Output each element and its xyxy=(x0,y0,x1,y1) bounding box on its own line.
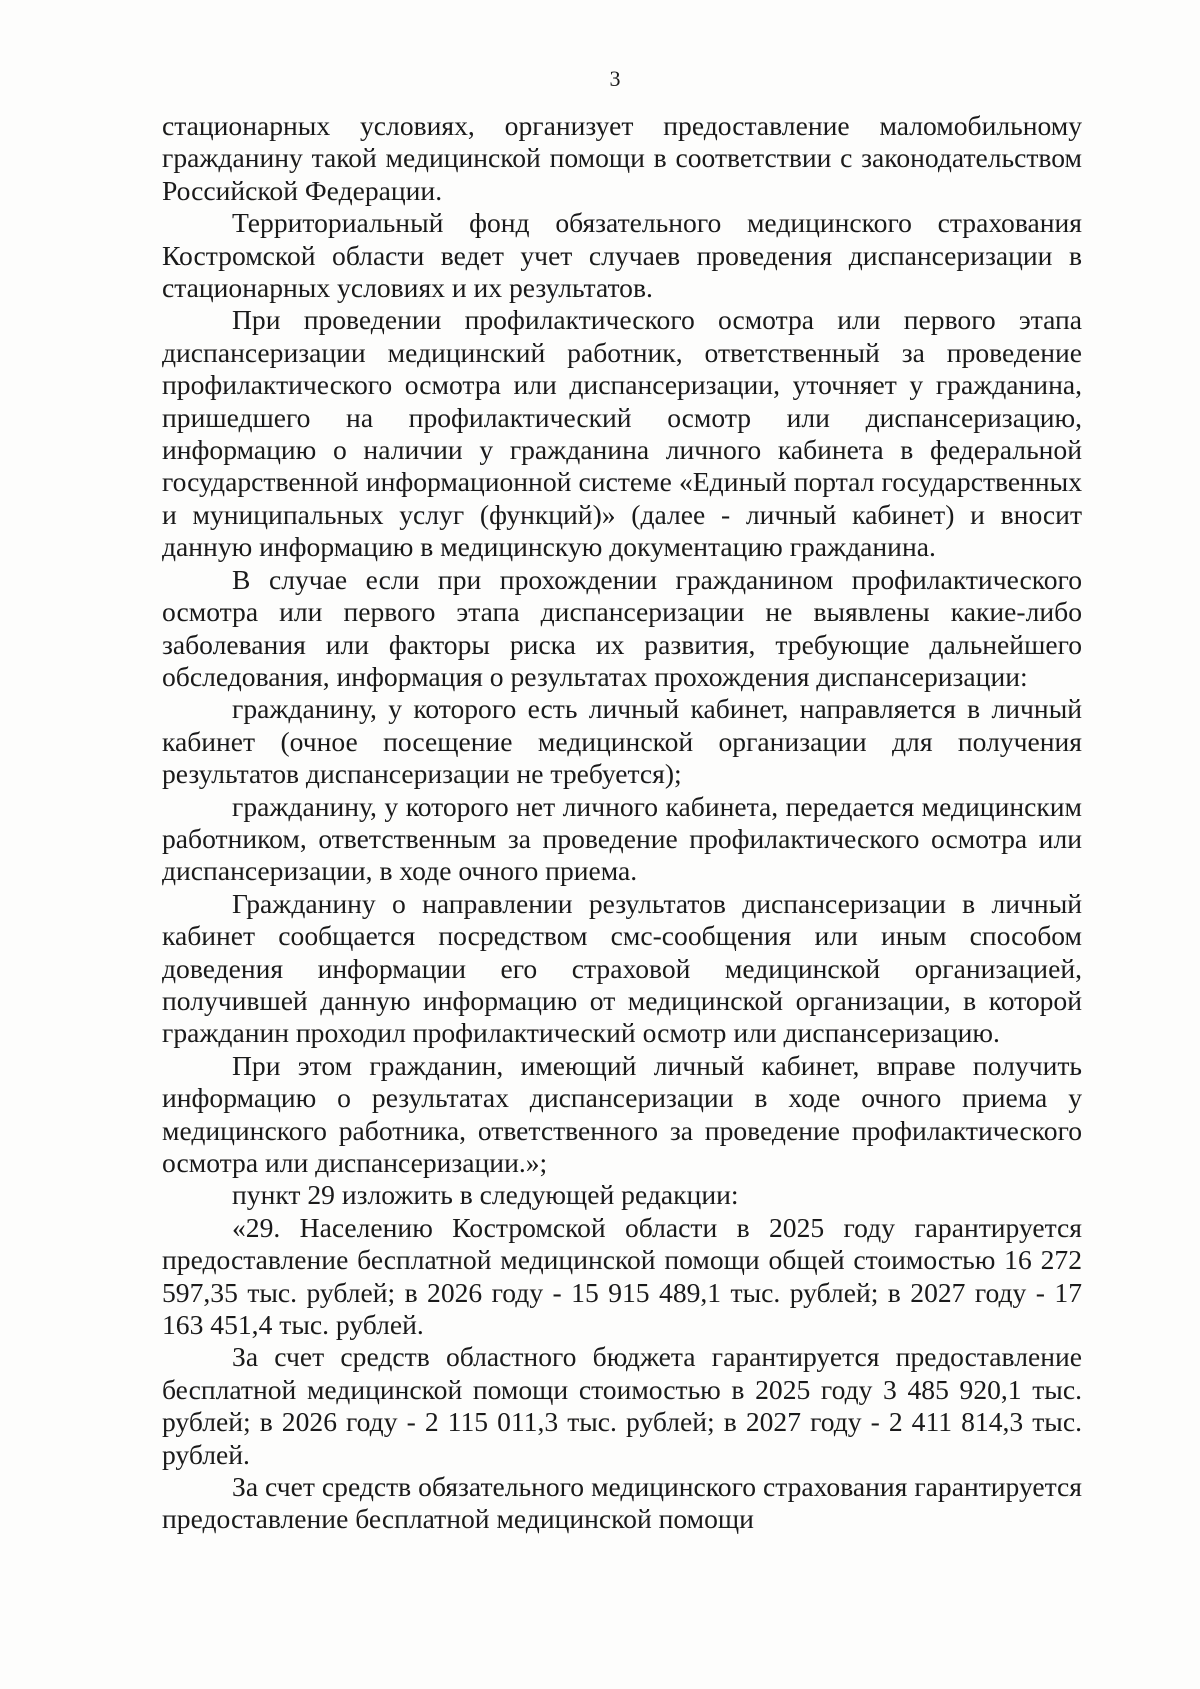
page-number: 3 xyxy=(609,66,621,91)
paragraph: В случае если при прохождении гражданином профилактического осмотра или первого этапа диспансеризации не выявлены какие-либо заболевания или факторы риска их развития, требующие дальнейшего обследования, информация о результатах прохождения диспансеризации: xyxy=(162,563,1082,692)
paragraph: стационарных условиях, организует предоставление маломобильному гражданину такой медицинской помощи в соответствии с законодательством Российской Федерации. xyxy=(162,110,1082,206)
paragraph: При этом гражданин, имеющий личный кабинет, вправе получить информацию о результатах диспансеризации в ходе очного приема у медицинского работника, ответственного за проведение профилактического осмотра или диспансеризации.»; xyxy=(162,1049,1082,1178)
document-body xyxy=(162,110,1082,1536)
paragraph: При проведении профилактического осмотра или первого этапа диспансеризации медицинский работник, ответственный за проведение профилактического осмотра или диспансеризации, уточняет у гражданина, пришедшего на профилактический осмотр или диспансеризацию, информацию о наличии у гражданина личного кабинета в федеральной государственной информационной системе «Единый портал государственных и муниципальных услуг (функций)» (далее - личный кабинет) и вносит данную информацию в медицинскую документацию гражданина. xyxy=(162,304,1082,563)
paragraph: гражданину, у которого есть личный кабинет, направляется в личный кабинет (очное посещение медицинской организации для получения результатов диспансеризации не требуется); xyxy=(162,693,1082,790)
paragraph: За счет средств областного бюджета гарантируется предоставление бесплатной медицинской помощи стоимостью в 2025 году 3 485 920,1 тыс. рублей; в 2026 году - 2 115 011,3 тыс. рублей; в 2027 году - 2 411 814,3 тыс. рублей. xyxy=(162,1341,1082,1470)
paragraph: Территориальный фонд обязательного медицинского страхования Костромской области ведет учет случаев проведения диспансеризации в стационарных условиях и их результатов. xyxy=(162,207,1082,304)
paragraph: За счет средств обязательного медицинского страхования гарантируется предоставление бесплатной медицинской помощи xyxy=(162,1471,1082,1535)
paragraph: «29. Населению Костромской области в 2025 году гарантируется предоставление бесплатной медицинской помощи общей стоимостью 16 272 597,35 тыс. рублей; в 2026 году - 15 915 489,1 тыс. рублей; в 2027 году - 17 163 451,4 тыс. рублей. xyxy=(162,1211,1082,1341)
paragraph: пункт 29 изложить в следующей редакции: xyxy=(232,1179,739,1211)
paragraph: Гражданину о направлении результатов диспансеризации в личный кабинет сообщается посредством смс-сообщения или иным способом доведения информации его страховой медицинской организацией, получившей данную информацию от медицинской организации, в которой гражданин проходил профилактический осмотр или диспансеризацию. xyxy=(162,887,1082,1049)
paragraph: гражданину, у которого нет личного кабинета, передается медицинским работником, ответственным за проведение профилактического осмотра или диспансеризации, в ходе очного приема. xyxy=(162,790,1082,887)
